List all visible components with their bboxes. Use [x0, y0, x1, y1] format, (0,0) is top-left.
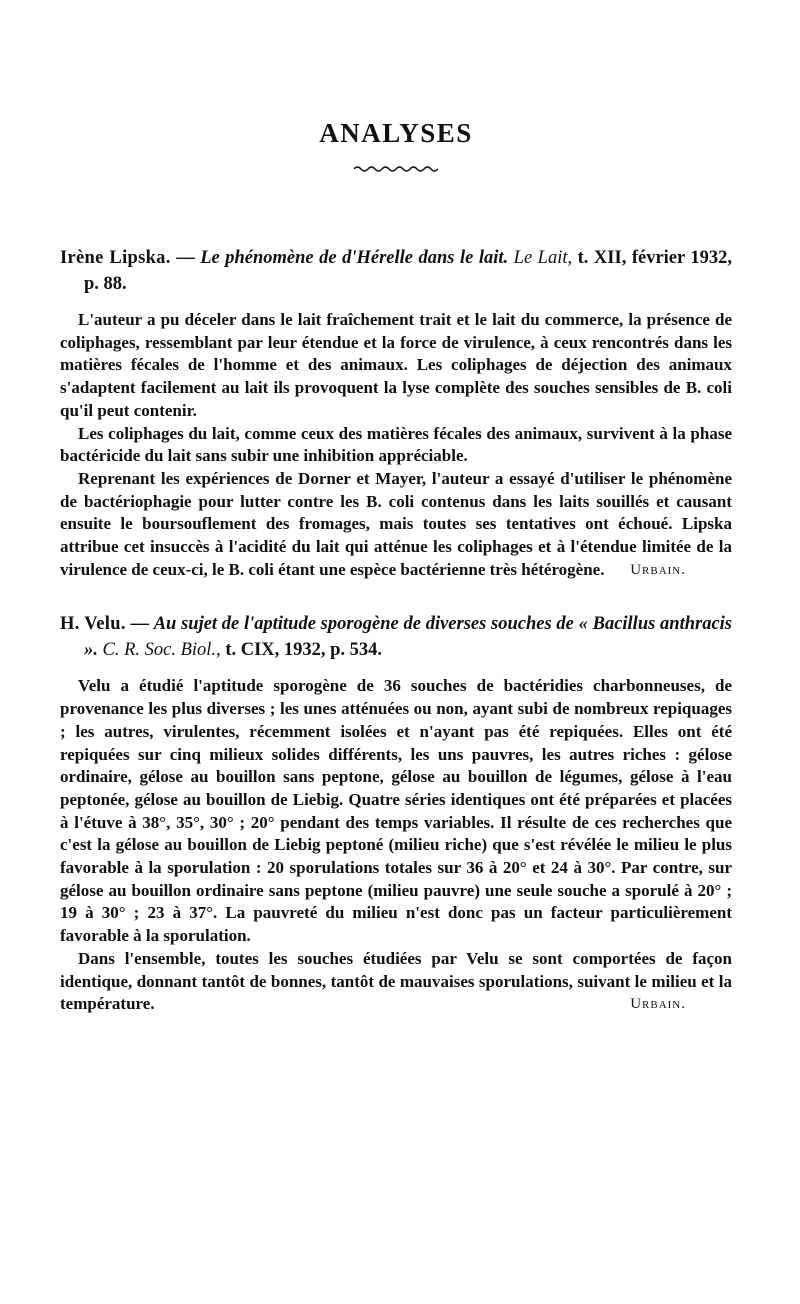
signature: Urbain. — [630, 561, 686, 578]
journal: C. R. Soc. Biol., — [102, 640, 221, 661]
paragraph — [60, 948, 732, 1016]
paragraph-text: Reprenant les expériences de Dorner et Mayer, l'auteur a essayé d'utiliser le phénomène de bactériophagie pour lutter contre les B. coli contenus dans les laits souillés et causant ensuite le boursouflement des fromages, mais toutes ses tentatives ont échoué. Lipska attribue cet insuccès à l'acidité du lait qui atténue les coliphages et à l'étendue limitée de la virulence de ceux-ci, le B. coli étant une espèce bactérienne très hétérogène. — [60, 468, 732, 579]
ornamental-rule-icon — [354, 165, 438, 173]
author: H. Velu. — [60, 614, 126, 635]
separator: — — [130, 614, 149, 635]
review-body — [60, 309, 732, 581]
paragraph: Velu a étudié l'aptitude sporogène de 36 souches de bactéridies charbonneuses, de provenance les plus diverses ; les unes atténuées ou non, ayant subi de nombreux repiquages ; les autres, virulentes, récemment isolées et n'ayant pas été repiquées. Elles ont été repiquées sur cinq milieux solides différents, les uns pauvres, les autres riches : gélose ordinaire, gélose au bouillon sans peptone, gélose au bouillon de légumes, gélose à l'eau peptonée, gélose au bouillon de Liebig. Quatre séries identiques ont été préparées et placées à l'étuve à 38°, 35°, 30° ; 20° pendant des temps variables. Il résulte de ces recherches que c'est la gélose au bouillon de Liebig peptoné (milieu riche) que s'est révélée le milieu le plus favorable à la sporulation : 20 sporulations totales sur 36 à 20° et 24 à 30°. Par contre, sur gélose au bouillon ordinaire sans peptone (milieu pauvre) une seule souche a sporulé à 20° ; 19 à 30° ; 23 à 37°. La pauvreté du milieu n'est donc pas un facteur particulièrement favorable à la sporulation. — [60, 676, 732, 946]
citation-details: t. CIX, 1932, p. 534. — [225, 640, 383, 661]
citation — [60, 611, 732, 663]
author: Irène Lipska. — [60, 248, 171, 268]
paragraph: L'auteur a pu déceler dans le lait fraîchement trait et le lait du commerce, la présence de coliphages, ressemblant par leur étendue et la force de virulence, à ceux rencontrés dans les matières fécales de l'homme et des animaux. Les coliphages de déjection des animaux s'adaptent facilement au lait ils provoquent la lyse complète des souches sensibles de B. coli qu'il peut contenir. — [60, 310, 732, 420]
separator: — — [176, 248, 195, 268]
review-body — [60, 675, 732, 1016]
signature: Urbain. — [630, 996, 686, 1013]
review-velu — [60, 611, 732, 1016]
article-title: Au sujet de l'aptitude sporogène de diverses souches de « Bacillus anthracis ». — [84, 614, 733, 661]
paragraph-text: Dans l'ensemble, toutes les souches étudiées par Velu se sont comportées de façon identique, donnant tantôt de bonnes, tantôt de mauvaises sporulations, suivant le milieu et la température. — [60, 948, 732, 1014]
page — [60, 0, 732, 1016]
article-title: Le phénomène de d'Hérelle dans le lait. — [200, 248, 509, 268]
citation — [60, 245, 732, 297]
paragraph — [60, 468, 732, 582]
citation-details: t. XII, février 1932, p. 88. — [84, 248, 733, 294]
review-lipska — [60, 245, 732, 581]
paragraph: Les coliphages du lait, comme ceux des matières fécales des animaux, survivent à la phase bactéricide du lait sans subir une inhibition appréciable. — [60, 423, 732, 466]
journal: Le Lait, — [513, 248, 573, 268]
page-title: ANALYSES — [319, 118, 473, 148]
